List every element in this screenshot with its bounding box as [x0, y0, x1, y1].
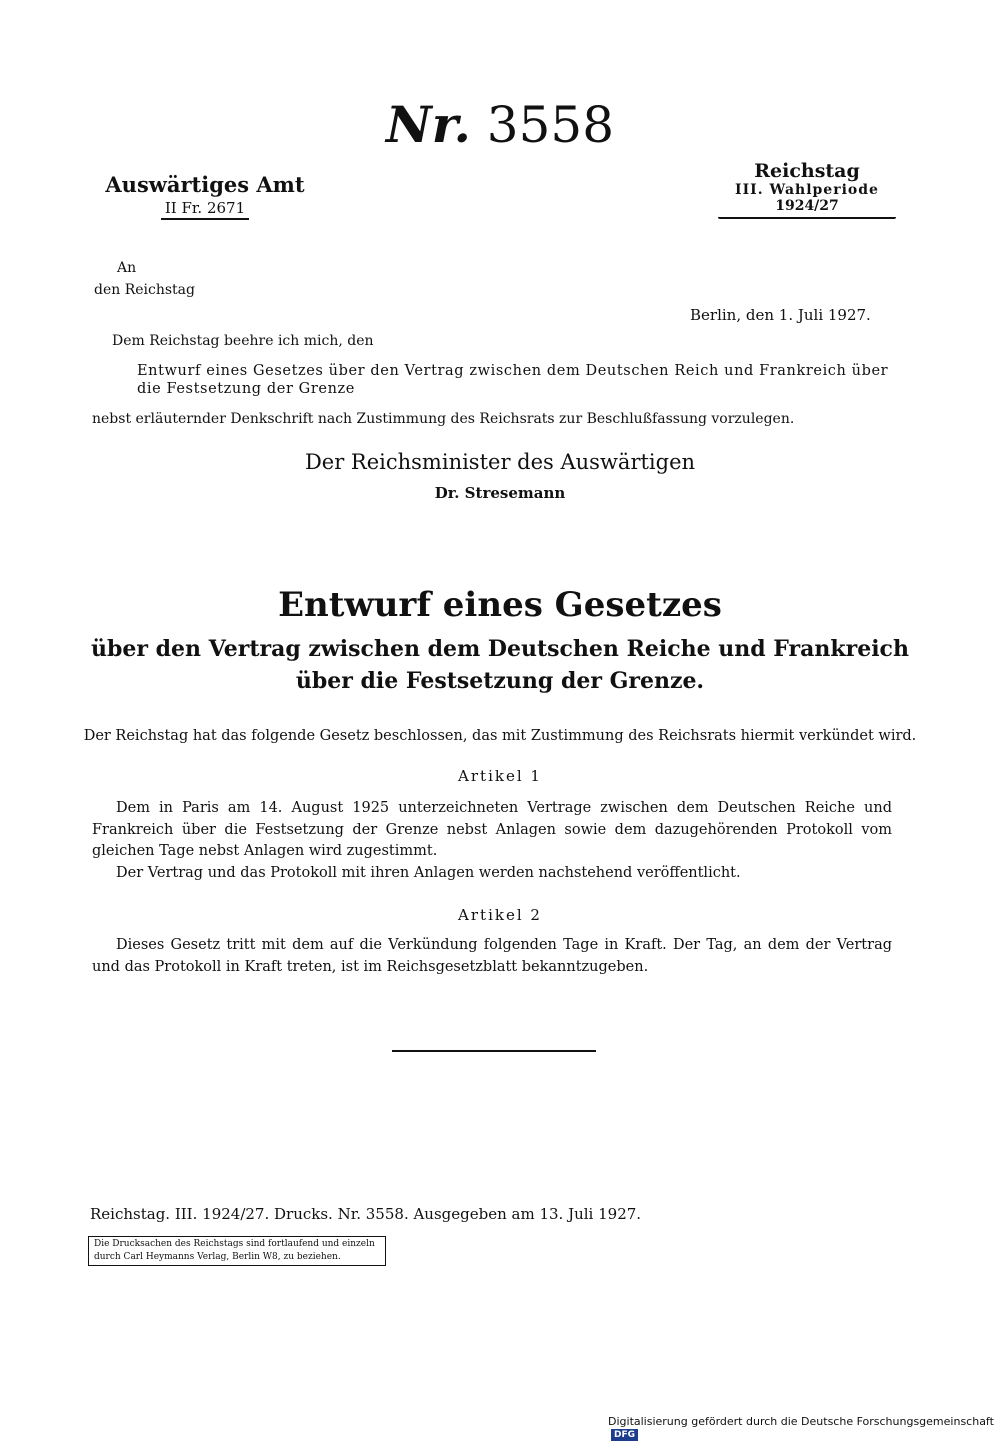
law-subtitle: über den Vertrag zwischen dem Deutschen Reiche und Frankreich über die Festsetzung der Grenze.: [91, 636, 909, 694]
article-2-text: [92, 935, 892, 978]
document-number-value: 3558: [486, 96, 615, 154]
minister-title: Der Reichsminister des Auswärtigen: [304, 450, 696, 474]
address-line-1: An: [117, 260, 137, 276]
signature: Dr. Stresemann: [434, 484, 566, 502]
sender-reference: II Fr. 2671: [161, 199, 249, 220]
dateline: Berlin, den 1. Juli 1927.: [690, 306, 871, 324]
dfg-notice: [608, 1415, 1000, 1441]
dfg-logo: DFG: [611, 1429, 638, 1441]
article-2-heading: Artikel 2: [458, 906, 542, 924]
law-title: Entwurf eines Gesetzes: [278, 585, 722, 625]
entwurf-reference: Entwurf eines Gesetzes über den Vertrag zwischen dem Deutschen Reich und Frankreich über die Festsetzung der Grenze: [137, 363, 889, 397]
reichstag-box-period: III. Wahlperiode: [735, 182, 879, 198]
intro-text: Dem Reichstag beehre ich mich, den: [112, 333, 374, 349]
sender-block: [80, 172, 330, 220]
dfg-notice-text: Digitalisierung gefördert durch die Deutsche Forschungsgemeinschaft: [608, 1415, 994, 1428]
sender-office: Auswärtiges Amt: [105, 172, 305, 197]
document-number: [380, 95, 620, 154]
article-2-paragraph-1: Dieses Gesetz tritt mit dem auf die Verkündung folgenden Tage in Kraft. Der Tag, an dem der Vertrag und das Protokoll in Kraft treten, ist im Reichsgesetzblatt bekanntzugeben.: [92, 937, 892, 975]
reichstag-box-underline: [718, 217, 896, 219]
article-1-paragraph-1: Dem in Paris am 14. August 1925 unterzeichneten Vertrage zwischen dem Deutschen Reiche und Frankreich über die Festsetzung der Grenze nebst Anlagen sowie dem dazugehörenden Protokoll vom gleichen Tage nebst Anlagen wird zugestimmt.: [92, 800, 892, 859]
nebst-text: nebst erläuternder Denkschrift nach Zustimmung des Reichsrats zur Beschlußfassung vorzulegen.: [92, 411, 795, 427]
section-divider: [392, 1050, 596, 1052]
reichstag-box: [718, 160, 896, 219]
publisher-box: Die Drucksachen des Reichstags sind fortlaufend und einzeln durch Carl Heymanns Verlag, Berlin W8, zu beziehen.: [88, 1236, 386, 1266]
article-1-text: [92, 798, 892, 884]
preamble: Der Reichstag hat das folgende Gesetz beschlossen, das mit Zustimmung des Reichsrats hiermit verkündet wird.: [83, 728, 917, 744]
address-line-2: den Reichstag: [94, 282, 195, 298]
article-1-paragraph-2: Der Vertrag und das Protokoll mit ihren Anlagen werden nachstehend veröffentlicht.: [116, 864, 741, 881]
reichstag-box-title: Reichstag: [754, 160, 860, 182]
address-block: [94, 257, 195, 301]
reichstag-box-years: 1924/27: [775, 198, 839, 214]
footer-line: Reichstag. III. 1924/27. Drucks. Nr. 3558. Ausgegeben am 13. Juli 1927.: [90, 1205, 642, 1223]
document-number-prefix: Nr.: [385, 95, 471, 154]
article-1-heading: Artikel 1: [458, 767, 542, 785]
